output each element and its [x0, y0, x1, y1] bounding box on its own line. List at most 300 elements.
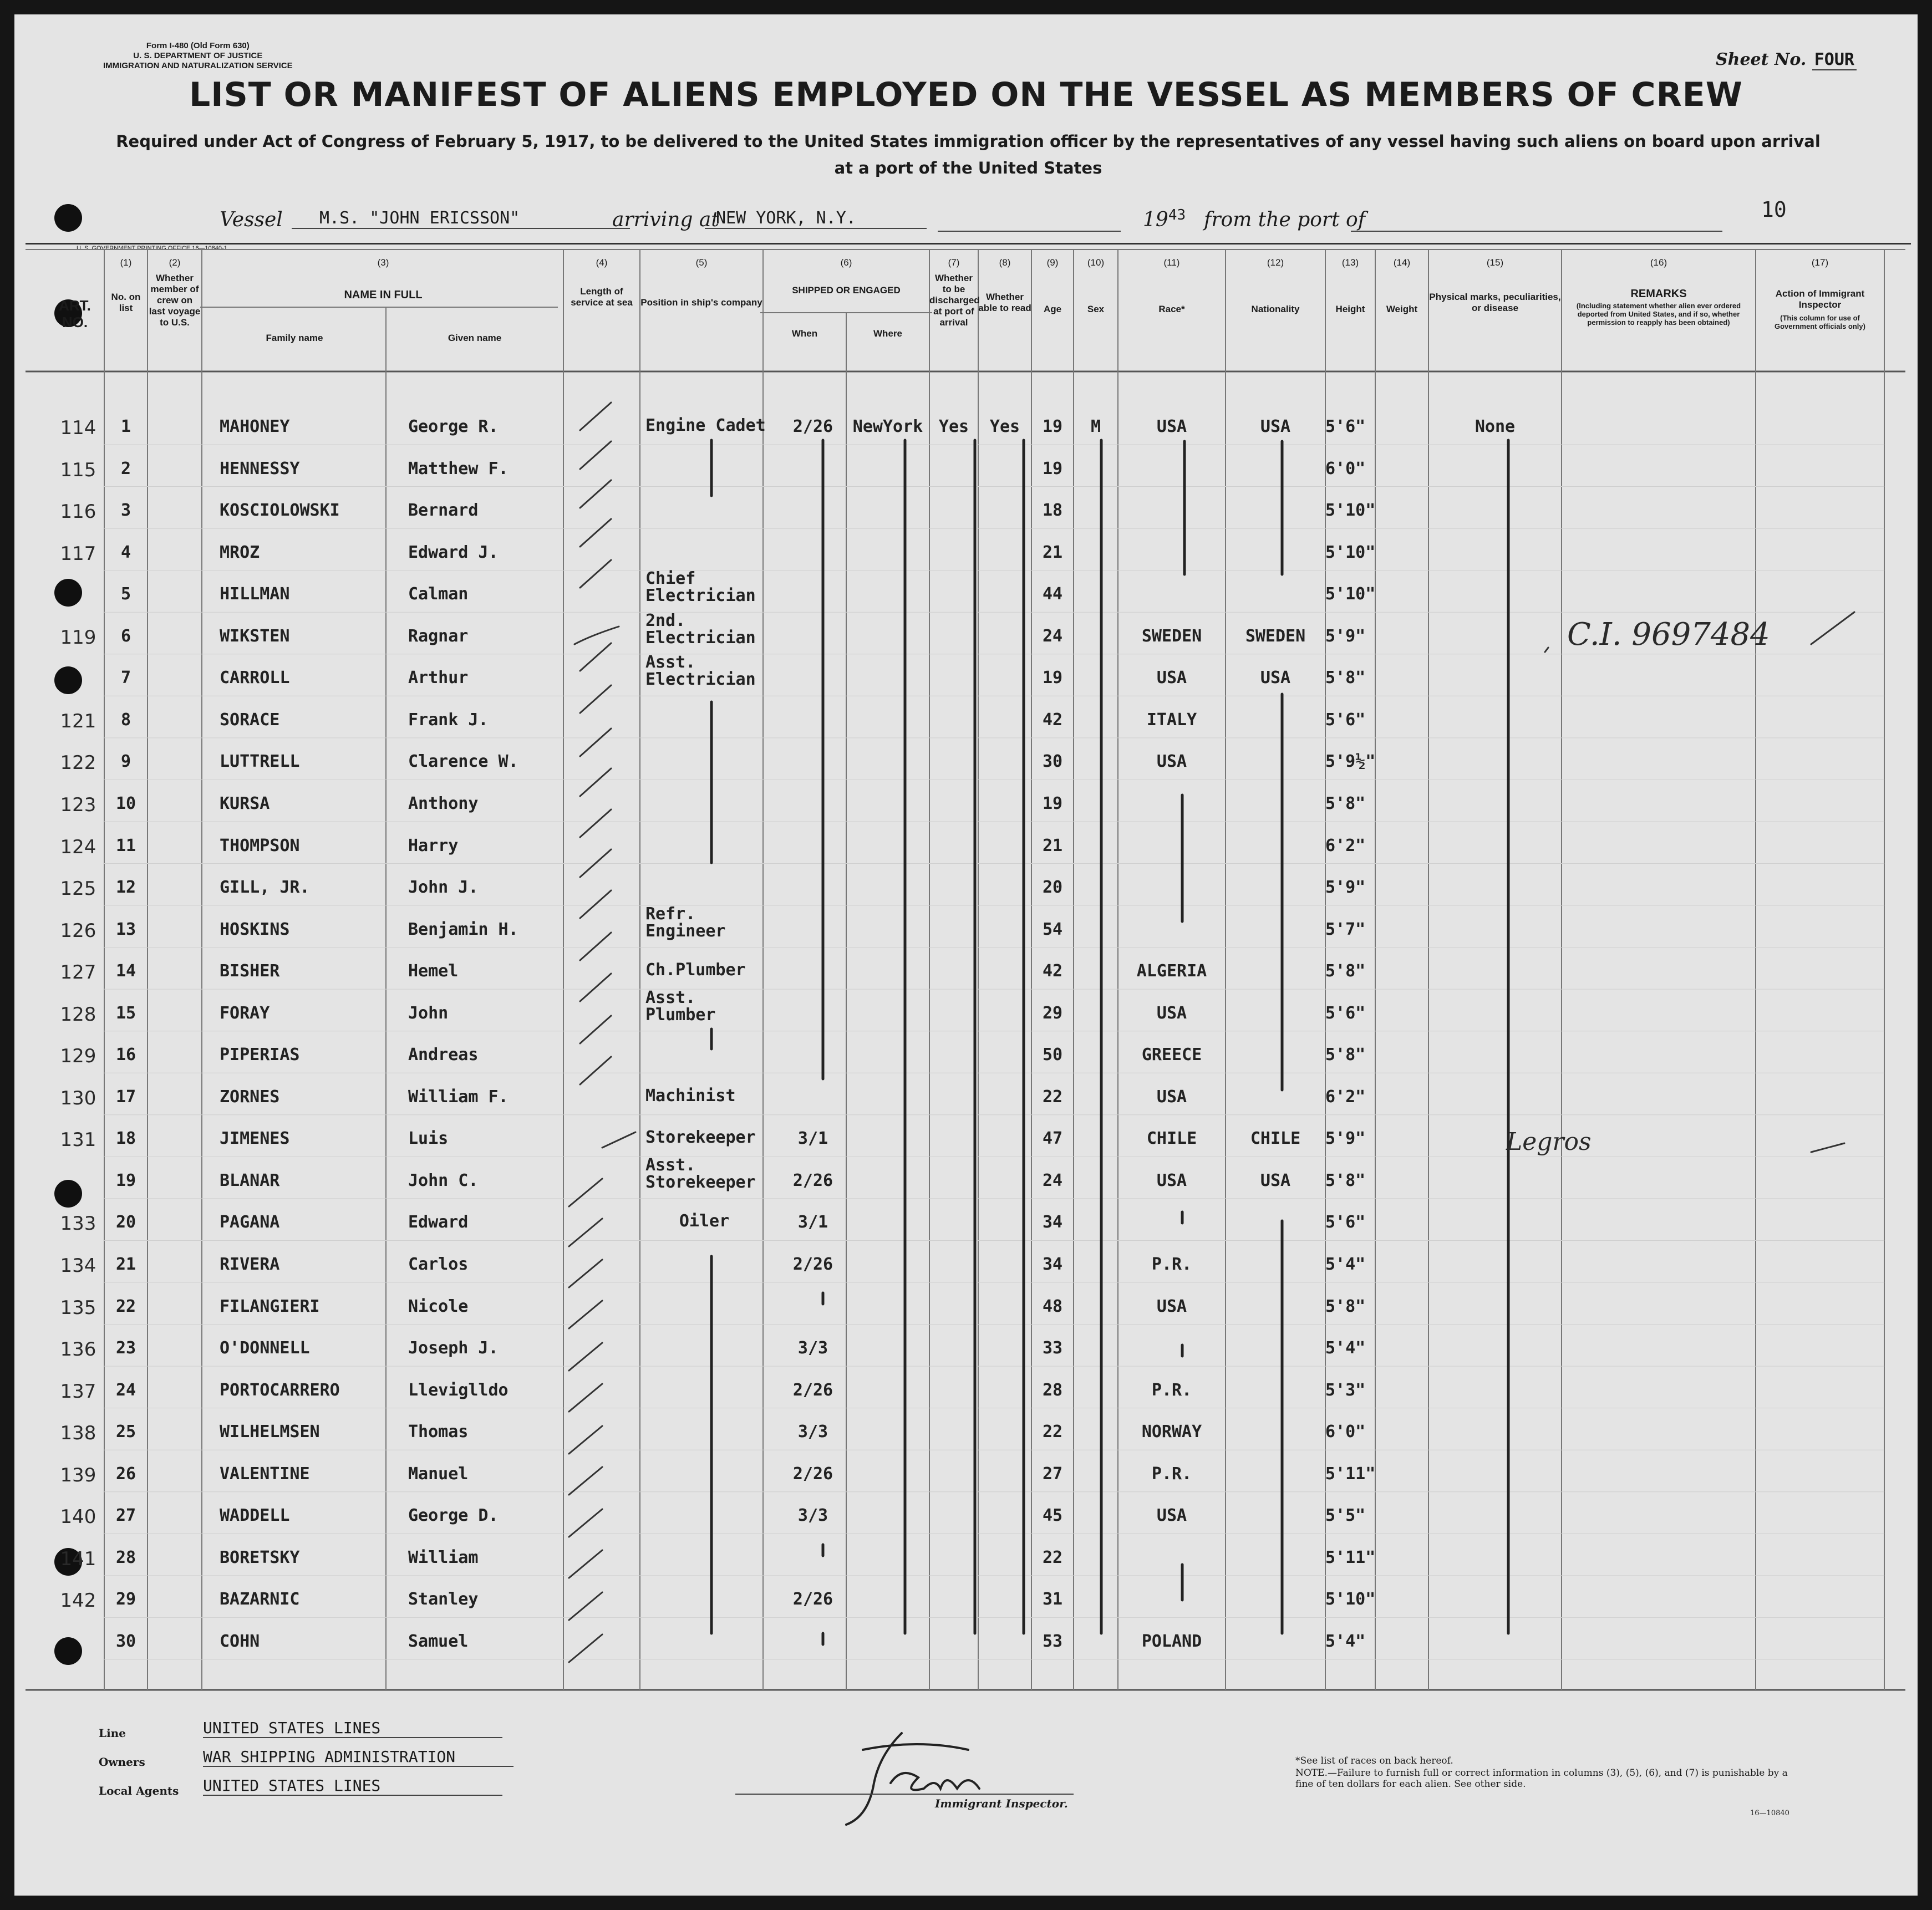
header-col4: Length of service at sea	[571, 286, 633, 308]
cell-race: NORWAY	[1141, 1422, 1202, 1442]
cell-art: 117	[60, 542, 96, 565]
document-subtitle: Required under Act of Congress of February 5, 1917, to be delivered to the United States immigration officer by the representatives of any vessel having such aliens on board upon arrival at a port of the United States	[116, 132, 1821, 177]
cell-no: 17	[115, 1087, 136, 1107]
cell-nat: USA	[1260, 668, 1291, 688]
cell-art: 128	[60, 1003, 96, 1026]
year-value: 43	[1168, 207, 1186, 223]
cell-art: 139	[60, 1464, 96, 1486]
header-col16-num: (16)	[1650, 257, 1667, 268]
header-col17-sub: (This column for use of Government officials only)	[1775, 314, 1865, 330]
cell-art: 137	[60, 1380, 96, 1403]
position-line: Chief	[645, 569, 696, 589]
cell-height: 5'7"	[1325, 919, 1366, 939]
cell-given: Edward J.	[408, 542, 499, 562]
header-col1-num: (1)	[120, 257, 132, 268]
cell-age: 22	[1042, 1087, 1063, 1107]
document-title: LIST OR MANIFEST OF ALIENS EMPLOYED ON THE VESSEL AS MEMBERS OF CREW	[189, 75, 1743, 114]
cell-art: 124	[60, 836, 96, 858]
cell-family: MAHONEY	[220, 417, 290, 436]
cell-height: 5'10"	[1325, 1590, 1376, 1610]
header-col4-num: (4)	[596, 257, 608, 268]
cell-race: USA	[1156, 1296, 1187, 1316]
corner-mark: 10	[1761, 197, 1787, 222]
cell-where: NewYork	[852, 417, 923, 436]
cell-height: 5'4"	[1325, 1338, 1366, 1358]
cell-when: 2/26	[792, 1380, 833, 1400]
cell-no: 22	[115, 1296, 136, 1316]
header-col7: Whether to be discharged at port of arrival	[929, 273, 980, 328]
cell-age: 27	[1042, 1464, 1063, 1484]
cell-art: 116	[60, 501, 96, 523]
cell-given: Andreas	[408, 1045, 479, 1065]
cell-height: 5'6"	[1325, 417, 1366, 436]
cell-age: 47	[1042, 1129, 1063, 1149]
header-col8-num: (8)	[999, 257, 1011, 268]
cell-no: 4	[120, 542, 131, 562]
cell-height: 5'4"	[1325, 1631, 1366, 1651]
position-line: Engine Cadet	[645, 416, 766, 435]
header-col12-num: (12)	[1267, 257, 1284, 268]
header-col2-num: (2)	[169, 257, 181, 268]
cell-height: 5'11"	[1325, 1547, 1376, 1567]
header-col8: Whether able to read	[978, 292, 1031, 313]
cell-no: 27	[115, 1506, 136, 1526]
arriving-label: arriving at	[612, 208, 719, 231]
cell-family: PAGANA	[220, 1213, 280, 1232]
cell-race: SWEDEN	[1141, 626, 1202, 646]
header-col10: Sex	[1087, 304, 1105, 314]
sheet-number-label: Sheet No.	[1715, 50, 1807, 69]
cell-family: FORAY	[220, 1003, 270, 1023]
cell-family: PORTOCARRERO	[220, 1380, 340, 1400]
cell-nat: CHILE	[1250, 1129, 1301, 1149]
cell-when: 3/1	[797, 1213, 828, 1232]
cell-no: 5	[120, 584, 131, 604]
cell-when: 3/3	[797, 1338, 828, 1358]
cell-art: 135	[60, 1296, 96, 1319]
cell-art: 142	[60, 1590, 96, 1612]
cell-height: 5'8"	[1325, 793, 1366, 813]
cell-no: 14	[115, 961, 136, 981]
header-col14: Weight	[1386, 304, 1418, 314]
owners-value: WAR SHIPPING ADMINISTRATION	[203, 1748, 513, 1767]
cell-art: 141	[60, 1547, 96, 1570]
cell-height: 5'8"	[1325, 1045, 1366, 1065]
arriving-value: NEW YORK, N.Y.	[705, 208, 927, 229]
cell-family: WADDELL	[220, 1506, 290, 1526]
header-col3: NAME IN FULL	[344, 289, 423, 301]
penalty-note: NOTE.—Failure to furnish full or correct information in columns (3), (5), (6), and (7) is punishable by a fine of ten dollars for each alien. See other side.	[1295, 1768, 1788, 1790]
cell-no: 24	[115, 1380, 136, 1400]
cell-given: George D.	[408, 1506, 499, 1526]
cell-given: Anthony	[408, 793, 479, 813]
cell-nat: USA	[1260, 1170, 1291, 1190]
cell-art: 114	[60, 417, 96, 439]
cell-when: 2/26	[792, 1464, 833, 1484]
cell-age: 44	[1042, 584, 1063, 604]
header-col16: REMARKS	[1630, 288, 1687, 300]
cell-height: 5'4"	[1325, 1255, 1366, 1274]
header-col15-num: (15)	[1486, 257, 1504, 268]
department-name: U. S. DEPARTMENT OF JUSTICE	[133, 51, 263, 60]
cell-family: THOMPSON	[220, 836, 300, 855]
cell-disch: Yes	[938, 417, 969, 436]
header-col17: Action of Immigrant Inspector	[1775, 288, 1865, 310]
remark-legros: Legros	[1506, 1128, 1592, 1156]
cell-family: O'DONNELL	[220, 1338, 310, 1358]
cell-age: 19	[1042, 417, 1063, 436]
cell-family: MROZ	[220, 542, 260, 562]
cell-family: GILL, JR.	[220, 878, 310, 898]
cell-height: 5'9"	[1325, 626, 1366, 646]
cell-height: 5'8"	[1325, 1296, 1366, 1316]
cell-no: 12	[115, 878, 136, 898]
owners-label: Owners	[99, 1755, 145, 1769]
cell-art: 127	[60, 961, 96, 984]
header-col17-num: (17)	[1811, 257, 1829, 268]
cell-race: USA	[1156, 1003, 1187, 1023]
cell-no: 6	[120, 626, 131, 646]
position-line: Storekeeper	[645, 1172, 756, 1192]
cell-given: Carlos	[408, 1255, 469, 1274]
inspector-signature	[735, 1722, 1079, 1833]
cell-family: VALENTINE	[220, 1464, 310, 1484]
cell-family: LUTTRELL	[220, 752, 300, 772]
header-col11: Race*	[1158, 304, 1185, 314]
port-label: from the port of	[1204, 208, 1366, 231]
cell-given: Clarence W.	[408, 752, 518, 772]
cell-height: 5'8"	[1325, 961, 1366, 981]
ditto-marks	[14, 14, 1918, 1896]
cell-race: POLAND	[1141, 1631, 1202, 1651]
line-value: UNITED STATES LINES	[203, 1719, 502, 1738]
cell-given: Ragnar	[408, 626, 469, 646]
cell-given: Lleviglldo	[408, 1380, 509, 1400]
cell-sex: M	[1090, 417, 1101, 436]
cell-height: 6'0"	[1325, 1422, 1366, 1442]
agents-label: Local Agents	[99, 1784, 179, 1797]
cell-family: KURSA	[220, 793, 270, 813]
cell-given: George R.	[408, 417, 499, 436]
cell-race: ALGERIA	[1136, 961, 1207, 981]
cell-family: BORETSKY	[220, 1547, 300, 1567]
position-line: Machinist	[645, 1086, 736, 1106]
cell-family: ZORNES	[220, 1087, 280, 1107]
cell-age: 31	[1042, 1590, 1063, 1610]
cell-nat: SWEDEN	[1245, 626, 1306, 646]
cell-no: 23	[115, 1338, 136, 1358]
cell-race: P.R.	[1151, 1255, 1192, 1274]
cell-age: 53	[1042, 1631, 1063, 1651]
cell-family: KOSCIOLOWSKI	[220, 501, 340, 521]
cell-height: 5'9"	[1325, 878, 1366, 898]
cell-height: 5'9½"	[1325, 752, 1376, 772]
cell-art: 126	[60, 919, 96, 942]
cell-family: JIMENES	[220, 1129, 290, 1149]
header-col5-num: (5)	[695, 257, 708, 268]
service-name: IMMIGRATION AND NATURALIZATION SERVICE	[103, 61, 293, 70]
cell-race: CHILE	[1146, 1129, 1197, 1149]
manifest-sheet	[14, 14, 1918, 1896]
cell-given: Benjamin H.	[408, 919, 518, 939]
cell-race: USA	[1156, 752, 1187, 772]
cell-given: Matthew F.	[408, 459, 509, 478]
cell-age: 24	[1042, 1170, 1063, 1190]
cell-no: 3	[120, 501, 131, 521]
header-col15: Physical marks, peculiarities, or disease	[1429, 292, 1561, 313]
cell-height: 5'8"	[1325, 668, 1366, 688]
cell-age: 21	[1042, 836, 1063, 855]
cell-given: Thomas	[408, 1422, 469, 1442]
position-line: Electrician	[645, 586, 756, 606]
remark-ci-number: C.I. 9697484	[1567, 617, 1770, 653]
cell-race: ITALY	[1146, 710, 1197, 730]
header-col13-num: (13)	[1341, 257, 1359, 268]
cell-given: Hemel	[408, 961, 459, 981]
cell-art: 140	[60, 1506, 96, 1529]
header-col5: Position in ship's company	[640, 297, 762, 308]
cell-no: 30	[115, 1631, 136, 1651]
cell-when: 3/3	[797, 1506, 828, 1526]
position-line: Electrician	[645, 628, 756, 648]
cell-age: 42	[1042, 961, 1063, 981]
cell-no: 10	[115, 793, 136, 813]
cell-when: 3/3	[797, 1422, 828, 1442]
cell-no: 2	[120, 459, 131, 478]
header-col14-num: (14)	[1393, 257, 1411, 268]
cell-no: 8	[120, 710, 131, 730]
cell-given: John C.	[408, 1170, 479, 1190]
cell-given: Edward	[408, 1213, 469, 1232]
cell-family: HENNESSY	[220, 459, 300, 478]
cell-family: COHN	[220, 1631, 260, 1651]
cell-race: P.R.	[1151, 1380, 1192, 1400]
header-col12: Nationality	[1251, 304, 1300, 314]
position-line: Refr.	[645, 904, 696, 924]
cell-age: 45	[1042, 1506, 1063, 1526]
cell-no: 15	[115, 1003, 136, 1023]
printing-office: U. S. GOVERNMENT PRINTING OFFICE 16—10840-1	[77, 245, 227, 252]
cell-given: Calman	[408, 584, 469, 604]
cell-race: USA	[1156, 1087, 1187, 1107]
cell-height: 5'10"	[1325, 584, 1376, 604]
header-col9-num: (9)	[1046, 257, 1059, 268]
cell-no: 19	[115, 1170, 136, 1190]
position-line: Asst.	[645, 653, 696, 673]
position-line: Oiler	[679, 1211, 730, 1231]
cell-given: Joseph J.	[408, 1338, 499, 1358]
line-label: Line	[99, 1726, 126, 1740]
cell-art: 125	[60, 878, 96, 900]
cell-height: 6'2"	[1325, 836, 1366, 855]
cell-height: 5'10"	[1325, 542, 1376, 562]
vessel-label: Vessel	[220, 208, 283, 231]
cell-no: 18	[115, 1129, 136, 1149]
cell-family: WILHELMSEN	[220, 1422, 320, 1442]
cell-no: 11	[115, 836, 136, 855]
cell-given: Samuel	[408, 1631, 469, 1651]
cell-race: USA	[1156, 668, 1187, 688]
cell-age: 54	[1042, 919, 1063, 939]
cell-age: 19	[1042, 459, 1063, 478]
cell-height: 5'5"	[1325, 1506, 1366, 1526]
cell-age: 19	[1042, 793, 1063, 813]
cell-given: Frank J.	[408, 710, 489, 730]
cell-given: Arthur	[408, 668, 469, 688]
cell-family: SORACE	[220, 710, 280, 730]
position-line: Ch.Plumber	[645, 960, 746, 980]
sheet-number-value: FOUR	[1812, 50, 1857, 70]
cell-family: BAZARNIC	[220, 1590, 300, 1610]
cell-family: FILANGIERI	[220, 1296, 320, 1316]
cell-age: 20	[1042, 878, 1063, 898]
cell-family: RIVERA	[220, 1255, 280, 1274]
cell-art: 123	[60, 793, 96, 816]
cell-no: 21	[115, 1255, 136, 1274]
cell-art: 115	[60, 459, 96, 481]
cell-art: 130	[60, 1087, 96, 1109]
cell-no: 26	[115, 1464, 136, 1484]
header-col9: Age	[1043, 304, 1062, 314]
cell-age: 30	[1042, 752, 1063, 772]
position-line: Engineer	[645, 921, 726, 941]
cell-age: 34	[1042, 1255, 1063, 1274]
cell-given: Luis	[408, 1129, 449, 1149]
header-col13: Height	[1335, 304, 1365, 314]
cell-art: 129	[60, 1045, 96, 1068]
header-col3-given: Given name	[448, 333, 502, 343]
cell-given: William F.	[408, 1087, 509, 1107]
cell-no: 13	[115, 919, 136, 939]
header-col10-num: (10)	[1087, 257, 1105, 268]
cell-when: 2/26	[792, 1170, 833, 1190]
cell-age: 22	[1042, 1547, 1063, 1567]
cell-no: 9	[120, 752, 131, 772]
cell-no: 25	[115, 1422, 136, 1442]
cell-art: 121	[60, 710, 96, 732]
cell-height: 5'6"	[1325, 1213, 1366, 1232]
header-col6-when: When	[791, 328, 818, 339]
cell-age: 28	[1042, 1380, 1063, 1400]
cell-art: 136	[60, 1338, 96, 1361]
year-prefix: 19	[1143, 208, 1168, 231]
header-art-no: ART. NO.	[59, 297, 91, 330]
cell-height: 5'11"	[1325, 1464, 1376, 1484]
cell-race: USA	[1156, 1506, 1187, 1526]
cell-age: 33	[1042, 1338, 1063, 1358]
header-col2: Whether member of crew on last voyage to U.S.	[149, 273, 201, 328]
cell-family: HILLMAN	[220, 584, 290, 604]
cell-given: Bernard	[408, 501, 479, 521]
cell-given: Manuel	[408, 1464, 469, 1484]
cell-no: 20	[115, 1213, 136, 1232]
cell-age: 48	[1042, 1296, 1063, 1316]
header-col6: SHIPPED OR ENGAGED	[792, 285, 901, 296]
cell-when: 3/1	[797, 1129, 828, 1149]
header-col11-num: (11)	[1163, 257, 1180, 268]
cell-art: 133	[60, 1213, 96, 1235]
vessel-value: M.S. "JOHN ERICSSON"	[292, 208, 630, 229]
cell-art: 138	[60, 1422, 96, 1445]
cell-no: 7	[120, 668, 131, 688]
cell-race: GREECE	[1141, 1045, 1202, 1065]
header-col3-family: Family name	[266, 333, 323, 343]
cell-age: 34	[1042, 1213, 1063, 1232]
cell-height: 5'6"	[1325, 710, 1366, 730]
position-line: Electrician	[645, 670, 756, 690]
cell-no: 29	[115, 1590, 136, 1610]
cell-height: 5'6"	[1325, 1003, 1366, 1023]
position-line: Asst.	[645, 1155, 696, 1175]
cell-read: Yes	[989, 417, 1020, 436]
position-line: Plumber	[645, 1005, 716, 1025]
cell-marks: None	[1475, 417, 1516, 436]
cell-height: 5'3"	[1325, 1380, 1366, 1400]
header-col1: No. on list	[111, 292, 141, 313]
form-number: Form I-480 (Old Form 630)	[146, 41, 250, 50]
cell-nat: USA	[1260, 417, 1291, 436]
cell-when: 2/26	[792, 1590, 833, 1610]
header-col3-num: (3)	[377, 257, 389, 268]
agents-value: UNITED STATES LINES	[203, 1776, 502, 1796]
header-col6-num: (6)	[840, 257, 852, 268]
races-note: *See list of races on back hereof.	[1295, 1755, 1453, 1766]
cell-when: 2/26	[792, 1255, 833, 1274]
inspector-label: Immigrant Inspector.	[935, 1797, 1068, 1810]
cell-art: 122	[60, 752, 96, 775]
cell-age: 19	[1042, 668, 1063, 688]
cell-age: 18	[1042, 501, 1063, 521]
cell-height: 5'8"	[1325, 1170, 1366, 1190]
cell-height: 6'2"	[1325, 1087, 1366, 1107]
cell-height: 5'10"	[1325, 501, 1376, 521]
cell-age: 21	[1042, 542, 1063, 562]
cell-given: Stanley	[408, 1590, 479, 1610]
cell-family: WIKSTEN	[220, 626, 290, 646]
position-line: Asst.	[645, 987, 696, 1007]
cell-family: HOSKINS	[220, 919, 290, 939]
cell-given: John J.	[408, 878, 479, 898]
cell-race: P.R.	[1151, 1464, 1192, 1484]
cell-age: 42	[1042, 710, 1063, 730]
cell-height: 6'0"	[1325, 459, 1366, 478]
form-code: 16—10840	[1750, 1809, 1789, 1817]
cell-age: 22	[1042, 1422, 1063, 1442]
cell-when: 2/26	[792, 417, 833, 436]
position-line: 2nd.	[645, 610, 686, 630]
cell-family: PIPERIAS	[220, 1045, 300, 1065]
position-line: Storekeeper	[645, 1128, 756, 1148]
header-col16-sub: (Including statement whether alien ever ordered deported from United States, and if so, whether permission to reapply has been obtained)	[1576, 302, 1741, 327]
cell-no: 1	[120, 417, 131, 436]
cell-family: BLANAR	[220, 1170, 280, 1190]
cell-no: 16	[115, 1045, 136, 1065]
cell-given: John	[408, 1003, 449, 1023]
cell-age: 29	[1042, 1003, 1063, 1023]
cell-given: William	[408, 1547, 479, 1567]
cell-race: USA	[1156, 417, 1187, 436]
cell-art: 134	[60, 1255, 96, 1277]
cell-age: 24	[1042, 626, 1063, 646]
cell-height: 5'9"	[1325, 1129, 1366, 1149]
cell-age: 50	[1042, 1045, 1063, 1065]
header-col6-where: Where	[873, 328, 902, 339]
cell-no: 28	[115, 1547, 136, 1567]
cell-given: Nicole	[408, 1296, 469, 1316]
cell-given: Harry	[408, 836, 459, 855]
cell-art: 131	[60, 1129, 96, 1152]
cell-family: BISHER	[220, 961, 280, 981]
